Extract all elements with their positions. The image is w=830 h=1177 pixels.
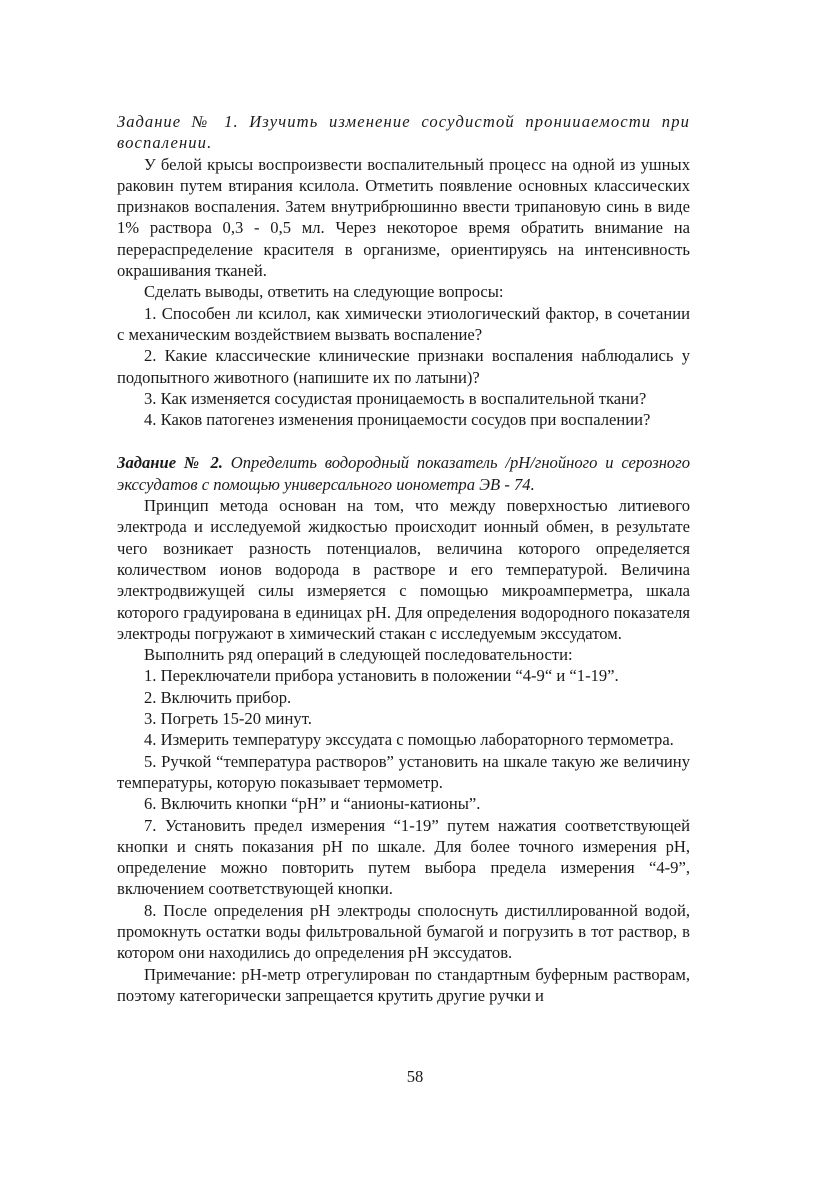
task1-instruction: Сделать выводы, ответить на следующие вопросы: (144, 282, 504, 302)
document-page (117, 111, 690, 1006)
task1-question-4: 4. Каков патогенез изменения проницаемости сосудов при воспалении? (144, 410, 651, 430)
task2-step-5: 5. Ручкой “температура растворов” установить на шкале такую же величину температуры, которую показывает термометр. (117, 751, 690, 792)
task2-step-3: 3. Погреть 15-20 минут. (144, 709, 312, 729)
task2-step-8: 8. После определения pH электроды сполоснуть дистиллированной водой, промокнуть остатки воды фильтровальной бумагой и погрузить в тот раствор, в котором они находились до определения pH экссудатов. (117, 900, 690, 963)
task1-number: Задание № 1. (117, 112, 239, 131)
task2-step-1: 1. Переключатели прибора установить в положении “4-9“ и “1-19”. (144, 666, 619, 686)
task2-number: Задание № 2. (117, 453, 223, 473)
task2-sequence-intro: Выполнить ряд операций в следующей последовательности: (144, 645, 573, 665)
task1-heading (117, 111, 690, 154)
task2-note: Примечание: pH-метр отрегулирован по стандартным буферным растворам, поэтому категорически запрещается крутить другие ручки и (117, 964, 690, 1005)
task1-question-2: 2. Какие классические клинические признаки воспаления наблюдались у подопытного животного (напишите их по латыни)? (117, 346, 690, 387)
task2-step-6: 6. Включить кнопки “pH” и “анионы-катионы”. (144, 794, 481, 814)
task2-step-2: 2. Включить прибор. (144, 687, 292, 707)
task2-step-7: 7. Установить предел измерения “1-19” путем нажатия соответствующей кнопки и снять показания pH по шкале. Для более точного измерения pH, определение можно повторить путем выбора предела измерения “4-9”, включением соответствующей кнопки. (117, 815, 690, 899)
task1-title: Изучить изменение сосудистой прониuаемости при воспалении. (117, 112, 690, 153)
page-number: 58 (406, 1067, 424, 1086)
task2-title: Определить водородный показатель /pH/гнойного и серозного экссудатов с помощью универсального ионометра ЭВ - 74. (117, 453, 691, 494)
task1-question-3: 3. Как изменяется сосудистая проницаемость в воспалительной ткани? (144, 388, 647, 408)
task2-heading (117, 452, 690, 495)
task1-question-1: 1. Способен ли ксилол, как химически этиологический фактор, в сочетании с механическим воздействием вызвать воспаление? (117, 303, 690, 344)
task2-principle: Принцип метода основан на том, что между поверхностью литиевого электрода и исследуемой жидкостью происходит ионный обмен, в результате чего возникает разность потенциалов, величина которого определяется количеством ионов водорода в растворе и его температурой. Величина электродвижущей силы измеряется с помощью микроамперметра, шкала которого градуирована в единицах pH. Для определения водородного показателя электроды погружают в химический стакан с исследуемым экссудатом. (117, 496, 690, 643)
task1-paragraph: У белой крысы воспроизвести воспалительный процесс на одной из ушных раковин путем втирания ксилола. Отметить появление основных классических признаков воспаления. Затем внутрибрюшинно ввести трипановую синь в виде 1% раствора 0,3 - 0,5 мл. Через некоторое время обратить внимание на перераспределение красителя в организме, ориентируясь на интенсивность окрашивания тканей. (117, 154, 690, 281)
task2-step-4: 4. Измерить температуру экссудата с помощью лабораторного термометра. (144, 730, 674, 750)
section-gap (117, 430, 690, 452)
